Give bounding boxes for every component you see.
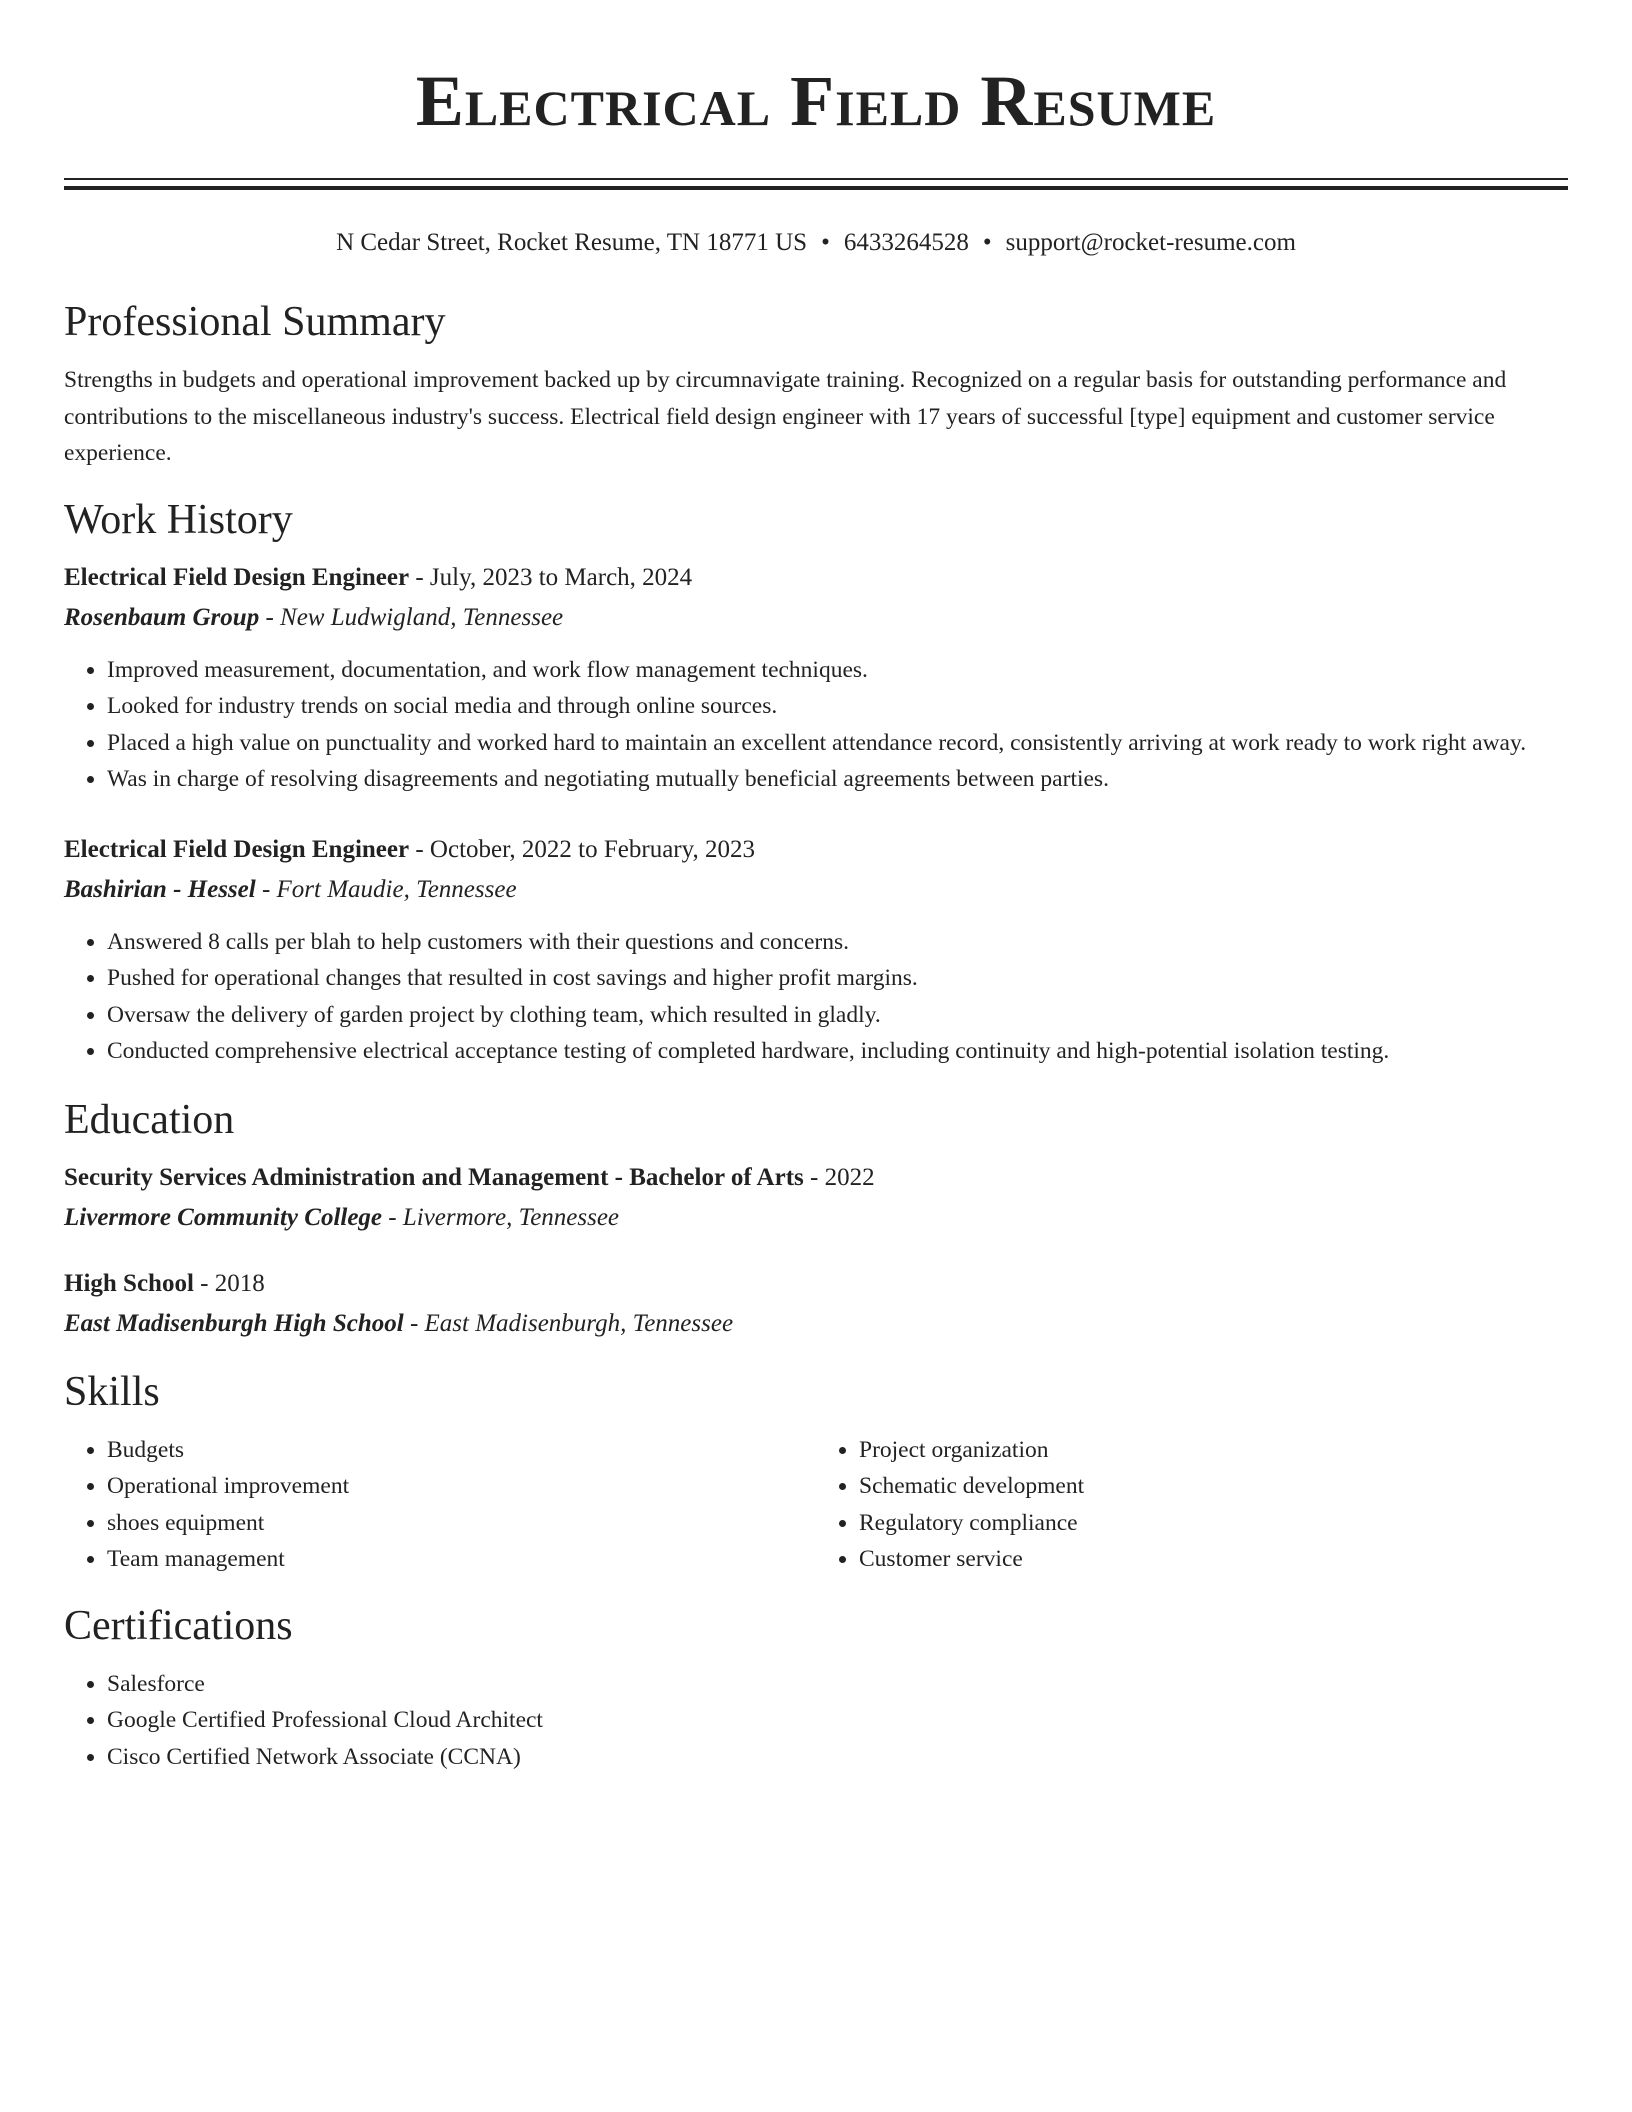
education-location: - Livermore, Tennessee bbox=[382, 1203, 620, 1231]
education-entry bbox=[64, 1266, 1568, 1342]
certifications-heading: Certifications bbox=[64, 1602, 293, 1649]
education-header bbox=[64, 1266, 1568, 1302]
list-item: • Looked for industry trends on social media and through online sources. bbox=[107, 688, 1568, 725]
job-duties-list bbox=[64, 652, 1568, 798]
list-item: • Salesforce bbox=[107, 1666, 1568, 1703]
list-item: • Customer service bbox=[859, 1541, 1568, 1578]
skills-grid bbox=[64, 1432, 1568, 1578]
job-entry bbox=[64, 832, 1568, 1070]
job-title: Electrical Field Design Engineer bbox=[64, 563, 410, 591]
skills-list-left bbox=[64, 1432, 816, 1578]
job-company: Rosenbaum Group bbox=[64, 603, 260, 631]
list-item: • Conducted comprehensive electrical acceptance testing of completed hardware, including continuity and high-potential isolation testing. bbox=[107, 1033, 1568, 1070]
job-header bbox=[64, 560, 1568, 596]
contact-address: N Cedar Street, Rocket Resume, TN 18771 US bbox=[336, 229, 808, 256]
education-year: - 2022 bbox=[803, 1163, 875, 1191]
job-dates: - July, 2023 to March, 2024 bbox=[409, 563, 693, 591]
list-item: • Cisco Certified Network Associate (CCNA) bbox=[107, 1739, 1568, 1776]
education-entry bbox=[64, 1160, 1568, 1236]
list-item: • Answered 8 calls per blah to help customers with their questions and concerns. bbox=[107, 924, 1568, 961]
job-dates: - October, 2022 to February, 2023 bbox=[409, 835, 756, 863]
list-item: • Schematic development bbox=[859, 1468, 1568, 1505]
list-item: • Google Certified Professional Cloud Architect bbox=[107, 1702, 1568, 1739]
contact-separator: • bbox=[821, 229, 830, 256]
education-degree: Security Services Administration and Management - Bachelor of Arts bbox=[64, 1163, 804, 1191]
title-rule-thick bbox=[64, 186, 1568, 190]
list-item: • Improved measurement, documentation, and work flow management techniques. bbox=[107, 652, 1568, 689]
list-item: • shoes equipment bbox=[107, 1505, 816, 1542]
education-school: Livermore Community College bbox=[64, 1203, 383, 1231]
job-company: Bashirian - Hessel bbox=[64, 875, 256, 903]
list-item: • Pushed for operational changes that resulted in cost savings and higher profit margins. bbox=[107, 960, 1568, 997]
list-item: • Team management bbox=[107, 1541, 816, 1578]
contact-line bbox=[64, 226, 1568, 260]
contact-separator: • bbox=[982, 229, 992, 256]
job-employer bbox=[64, 600, 1568, 636]
contact-email: support@rocket-resume.com bbox=[1005, 229, 1296, 256]
job-header bbox=[64, 832, 1568, 868]
education-year: - 2018 bbox=[193, 1269, 265, 1297]
job-employer bbox=[64, 872, 1568, 908]
title-rule-thin bbox=[64, 178, 1568, 180]
resume-title: Electrical Field Resume bbox=[415, 61, 1217, 141]
contact-phone: 6433264528 bbox=[843, 229, 969, 256]
certifications-list bbox=[64, 1666, 1568, 1776]
job-location: - New Ludwigland, Tennessee bbox=[259, 603, 564, 631]
list-item: • Project organization bbox=[859, 1432, 1568, 1469]
education-school-line bbox=[64, 1200, 1568, 1236]
summary-text: Strengths in budgets and operational improvement backed up by circumnavigate training. Recognized on a regular basis for outstanding performance and contributions to the miscellaneous industry's success. Electrical field design engineer with 17 years of successful [type] equipment and customer service experience. bbox=[64, 367, 1507, 466]
list-item: • Was in charge of resolving disagreements and negotiating mutually beneficial agreements between parties. bbox=[107, 761, 1568, 798]
list-item: • Budgets bbox=[107, 1432, 816, 1469]
list-item: • Oversaw the delivery of garden project by clothing team, which resulted in gladly. bbox=[107, 997, 1568, 1034]
job-duties-list bbox=[64, 924, 1568, 1070]
education-location: - East Madisenburgh, Tennessee bbox=[403, 1309, 734, 1337]
list-item: • Operational improvement bbox=[107, 1468, 816, 1505]
list-item: • Regulatory compliance bbox=[859, 1505, 1568, 1542]
education-heading: Education bbox=[64, 1096, 235, 1143]
education-degree: High School bbox=[64, 1269, 194, 1297]
job-entry bbox=[64, 560, 1568, 798]
education-school: East Madisenburgh High School bbox=[64, 1309, 404, 1337]
job-title: Electrical Field Design Engineer bbox=[64, 835, 410, 863]
skills-list-right bbox=[816, 1432, 1568, 1578]
list-item: • Placed a high value on punctuality and worked hard to maintain an excellent attendance record, consistently arriving at work ready to work right away. bbox=[107, 725, 1568, 762]
summary-heading: Professional Summary bbox=[64, 299, 446, 345]
skills-heading: Skills bbox=[64, 1368, 160, 1415]
education-school-line bbox=[64, 1306, 1568, 1342]
job-location: - Fort Maudie, Tennessee bbox=[255, 875, 517, 903]
education-header bbox=[64, 1160, 1568, 1196]
work-history-heading: Work History bbox=[64, 496, 293, 543]
